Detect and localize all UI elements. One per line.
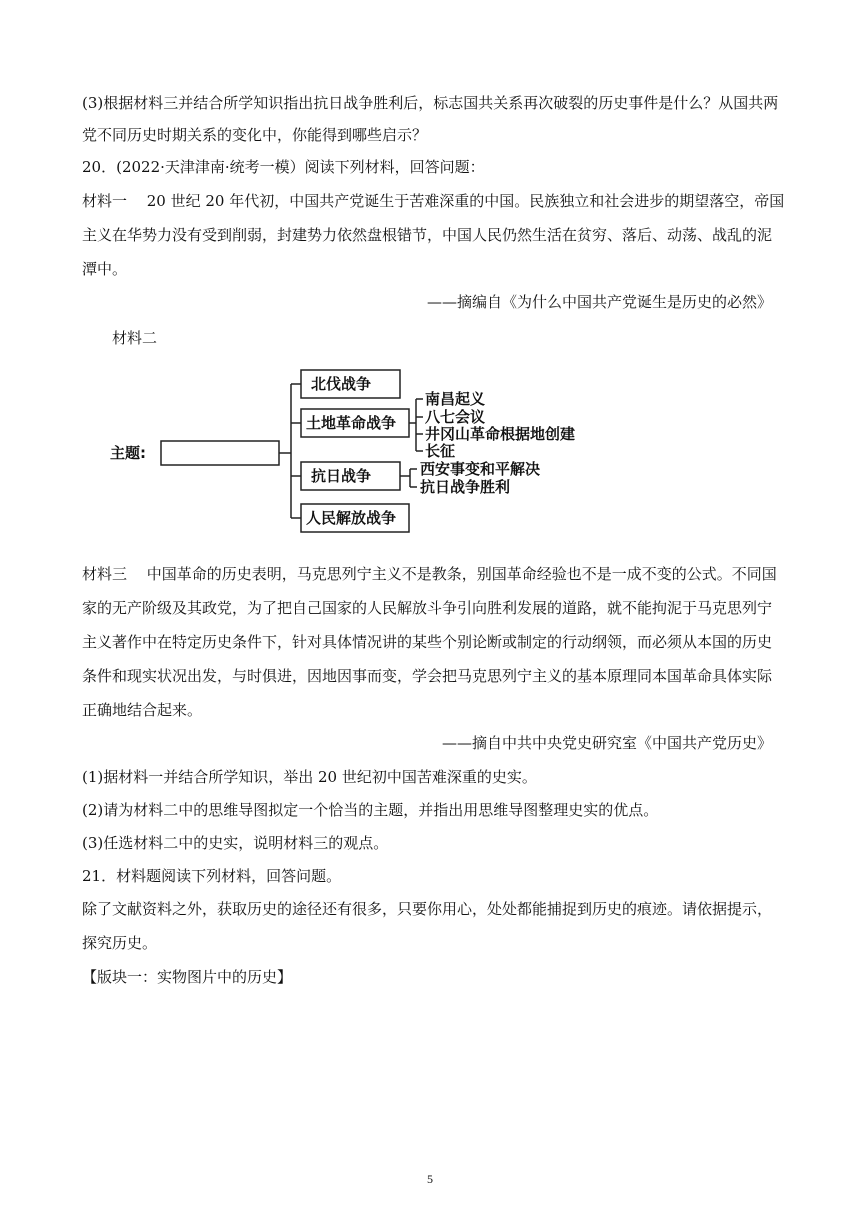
theme-answer-box — [161, 441, 279, 465]
q19-part3-line2: 党不同历史时期关系的变化中，你能得到哪些启示？ — [82, 126, 428, 144]
branch-northern-expedition: 北伐战争 — [311, 375, 372, 393]
material1-line2: 主义在华势力没有受到削弱，封建势力依然盘根错节，中国人民仍然生活在贫穷、落后、动荡、战乱的泥 — [82, 226, 773, 244]
branch-liberation-war: 人民解放战争 — [306, 509, 397, 527]
q20-sub2: (2)请为材料二中的思维导图拟定一个恰当的主题，并指出用思维导图整理史实的优点。 — [82, 801, 659, 819]
sub-august-7-meeting: 八七会议 — [425, 408, 486, 426]
sub-jinggangshan-base: 井冈山革命根据地创建 — [425, 425, 576, 443]
material1-source: ——摘编自《为什么中国共产党诞生是历史的必然》 — [426, 293, 772, 311]
sub-long-march: 长征 — [425, 442, 456, 460]
q19-part3-line1: (3)根据材料三并结合所学知识指出抗日战争胜利后，标志国共关系再次破裂的历史事件是什么？从国共两 — [82, 94, 779, 112]
material1-line3: 潭中。 — [82, 260, 128, 278]
q21-intro-line1: 除了文献资料之外，获取历史的途径还有很多，只要你用心，处处都能捕捉到历史的痕迹。请依据提示， — [82, 900, 773, 918]
material1-line1: 材料一 20 世纪 20 年代初，中国共产党诞生于苦难深重的中国。民族独立和社会进步的期望落空，帝国 — [82, 192, 785, 210]
branch-land-revolution: 土地革命战争 — [306, 414, 397, 432]
material2-label: 材料二 — [112, 329, 158, 347]
material3-source: ——摘自中共中央党史研究室《中国共产党历史》 — [441, 734, 772, 752]
material3-line4: 条件和现实状况出发，与时俱进，因地因事而变，学会把马克思列宁主义的基本原理同本国革命具体实际 — [82, 667, 773, 685]
q20-sub3: (3)任选材料二中的史实，说明材料三的观点。 — [82, 834, 389, 852]
q21-header: 21．材料题阅读下列材料，回答问题。 — [82, 867, 342, 885]
sub-nanchang-uprising: 南昌起义 — [425, 390, 486, 408]
page-number: 5 — [427, 1172, 433, 1186]
q20-sub1: (1)据材料一并结合所学知识，举出 20 世纪初中国苦难深重的史实。 — [82, 768, 537, 786]
q21-section1-heading: 【版块一：实物图片中的历史】 — [82, 968, 293, 986]
material3-line1: 材料三 中国革命的历史表明，马克思列宁主义不是教条，别国革命经验也不是一成不变的公式。不同国 — [82, 565, 777, 583]
sub-war-victory: 抗日战争胜利 — [420, 478, 511, 496]
material3-line2: 家的无产阶级及其政党，为了把自己国家的人民解放斗争引向胜利发展的道路，就不能拘泥于马克思列宁 — [82, 599, 773, 617]
material3-line3: 主义著作中在特定历史条件下，针对具体情况讲的某些个别论断或制定的行动纲领，而必须从本国的历史 — [82, 633, 773, 651]
q20-header: 20．(2022·天津津南·统考一模）阅读下列材料，回答问题： — [82, 158, 485, 176]
material3-line5: 正确地结合起来。 — [82, 701, 203, 719]
q21-intro-line2: 探究历史。 — [82, 934, 158, 952]
theme-label: 主题: — [110, 444, 146, 462]
branch-anti-japanese-war: 抗日战争 — [311, 467, 372, 485]
sub-xian-incident: 西安事变和平解决 — [420, 460, 541, 478]
